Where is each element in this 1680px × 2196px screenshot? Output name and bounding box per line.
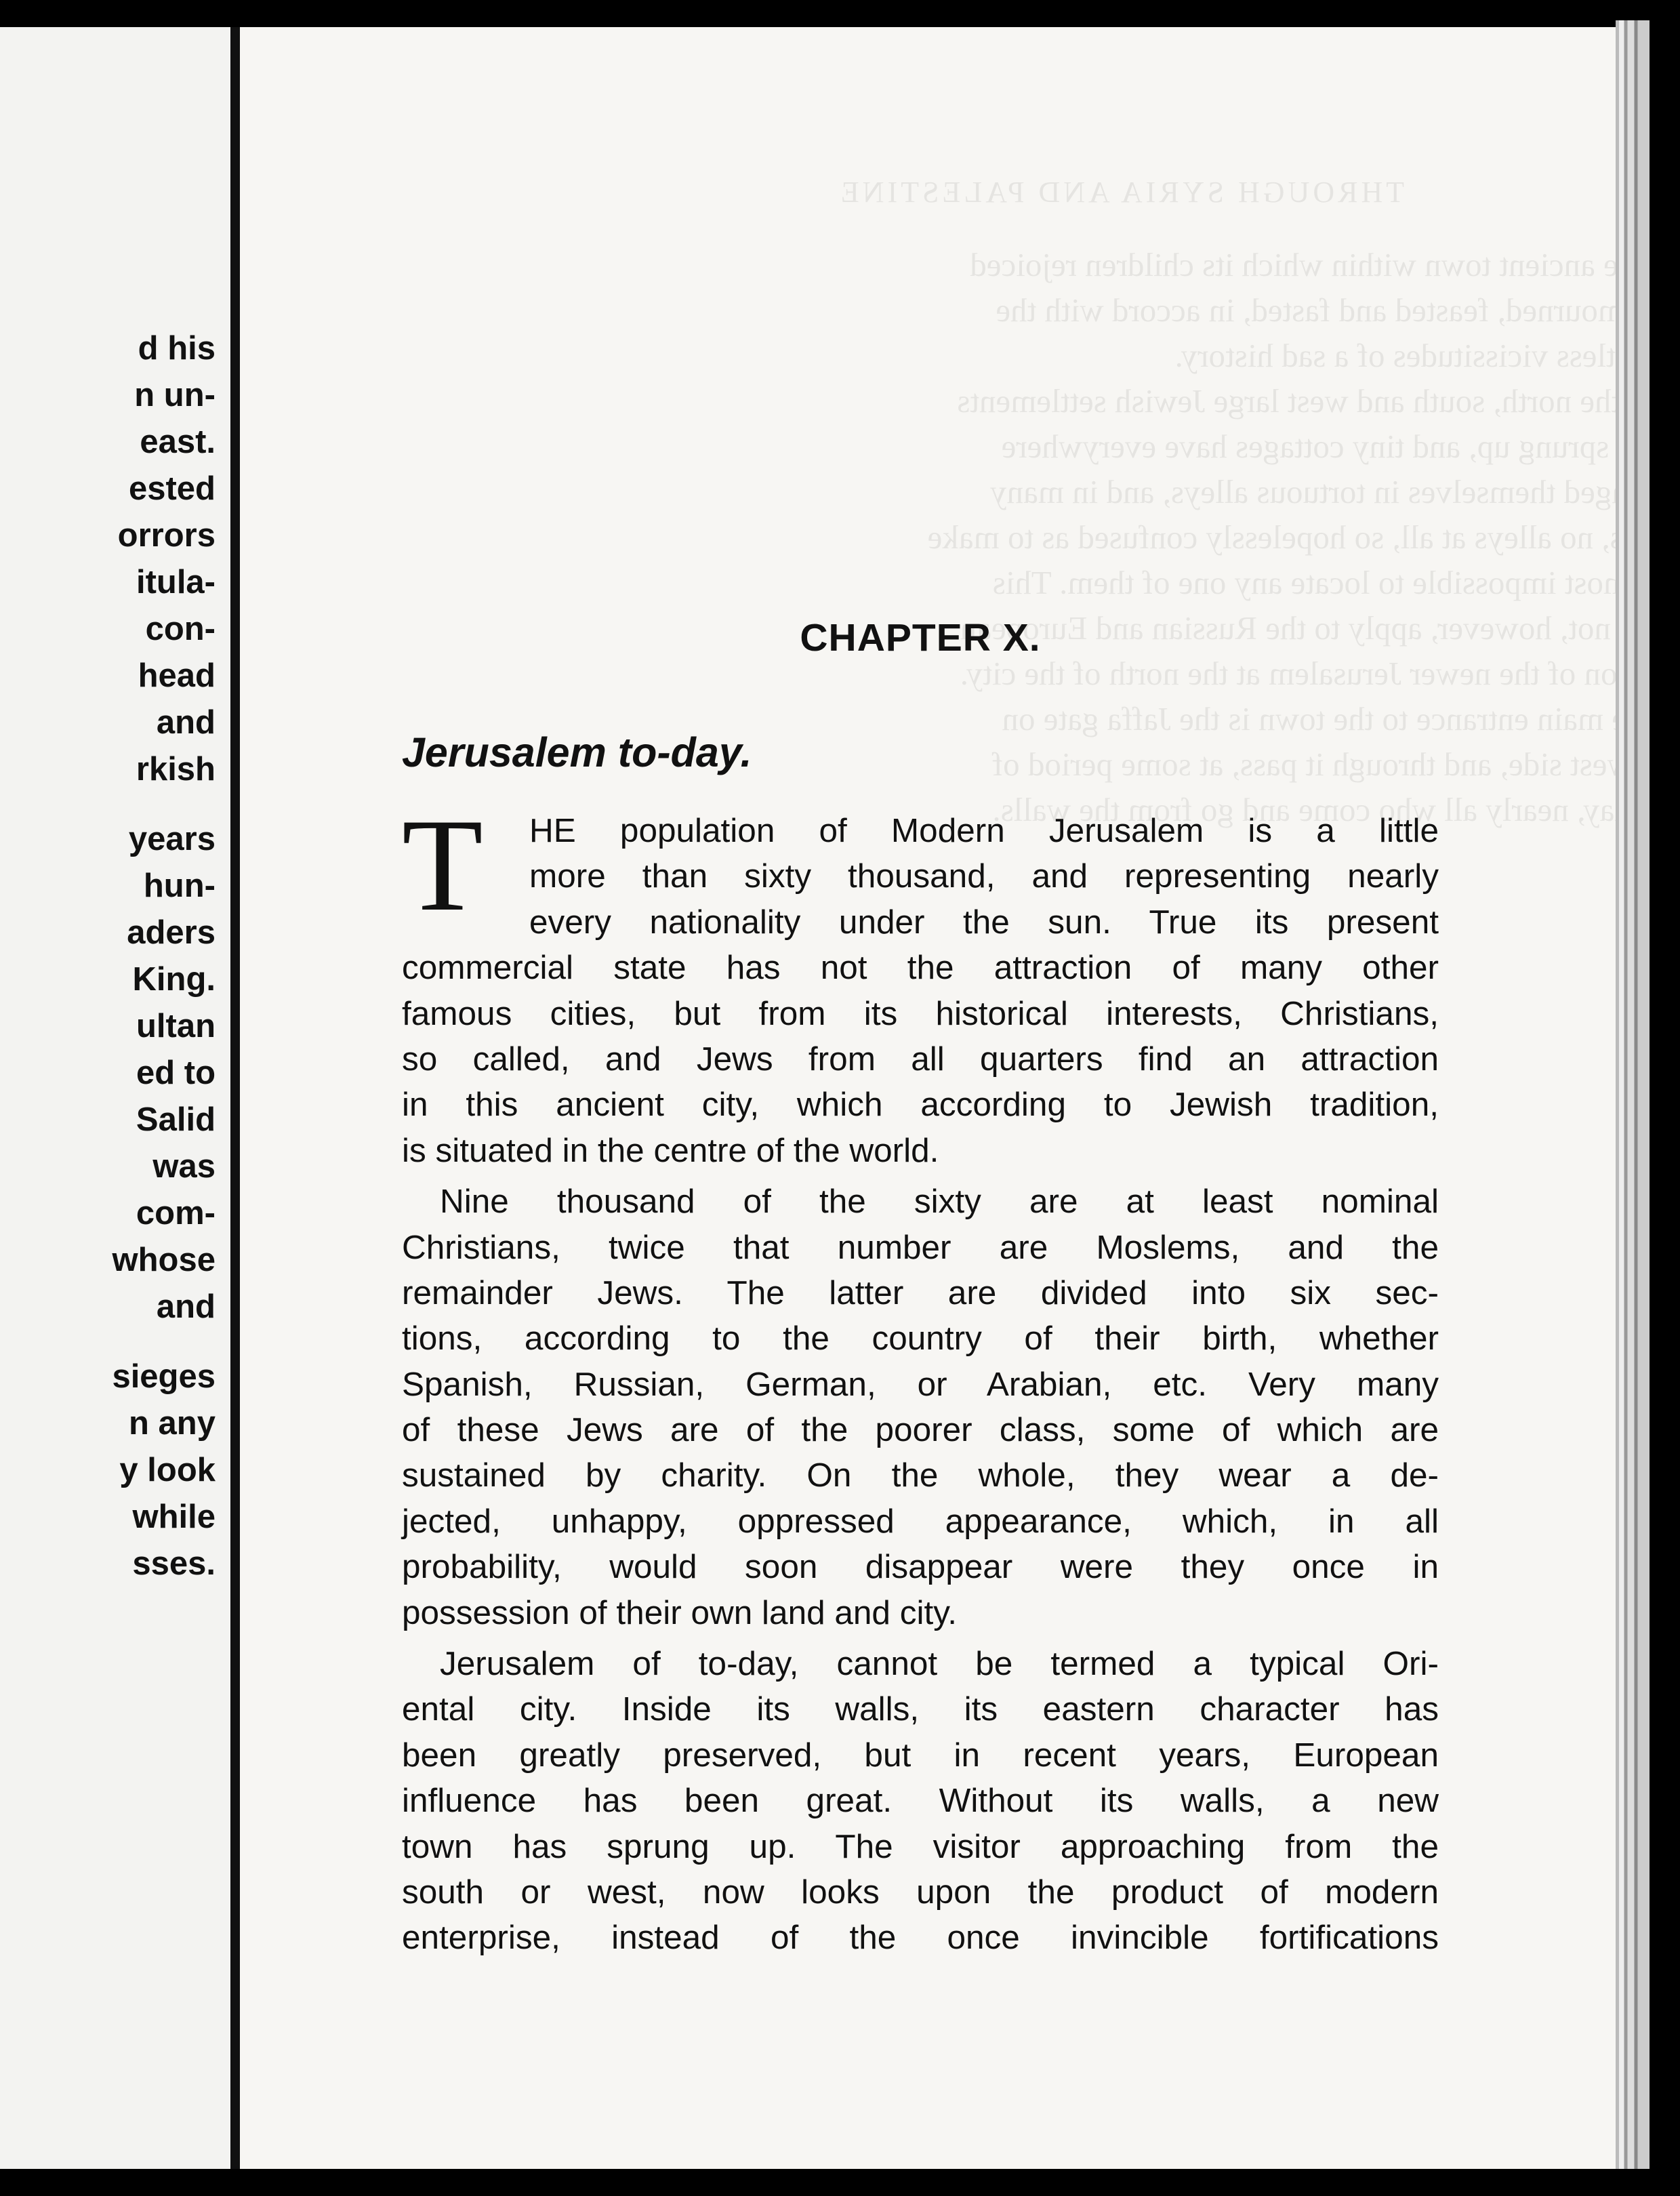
text-line: ental city. Inside its walls, its eastern character has bbox=[402, 1690, 1439, 1728]
paragraph-2 bbox=[402, 1179, 1439, 1635]
text-line: influence has been great. Without its walls, a new bbox=[402, 1782, 1439, 1820]
left-page-line: was bbox=[152, 1148, 216, 1185]
left-page bbox=[0, 27, 230, 2169]
text-line: every nationality under the sun. True its present bbox=[529, 903, 1439, 941]
text-line: Christians, twice that number are Moslems, and the bbox=[402, 1228, 1439, 1266]
text-line: more than sixty thousand, and representing nearly bbox=[529, 857, 1439, 895]
text-line: south or west, now looks upon the product of modern bbox=[402, 1873, 1439, 1911]
text-line: possession of their own land and city. bbox=[402, 1593, 958, 1631]
text-line: sustained by charity. On the whole, they wear a de- bbox=[402, 1457, 1439, 1494]
left-page-line: y look bbox=[119, 1452, 216, 1488]
book-gutter bbox=[230, 27, 240, 2169]
left-page-gap bbox=[0, 793, 216, 816]
left-page-line: head bbox=[138, 657, 216, 694]
left-page-gap bbox=[0, 1330, 216, 1354]
left-page-line: whose bbox=[112, 1242, 216, 1278]
chapter-title: CHAPTER X. bbox=[800, 616, 1041, 659]
left-page-line: rkish bbox=[136, 751, 216, 788]
text-line: Jerusalem of to-day, cannot be termed a typical Ori- bbox=[440, 1645, 1439, 1683]
show-through-text: THROUGH SYRIA AND PALESTINE of the ancient town within which its children rejoiced and mourned, feasted and fasted, in accord with the countless vicissitudes of a sad history. To the north, south and west large Jewish settlements have sprung up, and tiny cottages have everywhere arranged themselves in tortuous alleys, and in many cases, no alleys at all, so hopelessly confused as to make it almost impossible to locate any one of them. This does not, however, apply to the Russian and European portion of the newer Jerusalem at the north of the city. The main entrance to the town is the Jaffa gate on the west side, and through it pass, at some period of the day, nearly all who come and go from the walls. bbox=[837, 176, 1680, 828]
text-line: in this ancient city, which according to Jewish tradition, bbox=[402, 1086, 1439, 1124]
left-page-line: ed to bbox=[136, 1055, 216, 1091]
paragraph-3 bbox=[402, 1641, 1439, 1961]
left-page-text bbox=[0, 325, 216, 1587]
left-page-line: con- bbox=[145, 611, 216, 647]
left-page-line: n un- bbox=[134, 377, 216, 413]
page-edges bbox=[1616, 20, 1650, 2169]
text-line: so called, and Jews from all quarters find an attraction bbox=[402, 1040, 1439, 1078]
text-line: Nine thousand of the sixty are at least nominal bbox=[440, 1183, 1439, 1221]
text-line: tions, according to the country of their birth, whether bbox=[402, 1320, 1439, 1358]
drop-cap: T bbox=[402, 792, 483, 939]
left-page-line: aders bbox=[127, 914, 216, 951]
text-line: commercial state has not the attraction of many other bbox=[402, 949, 1439, 987]
page-content bbox=[402, 596, 1439, 1961]
left-page-line: sses. bbox=[132, 1545, 216, 1582]
left-page-line: and bbox=[156, 1288, 216, 1325]
text-line: been greatly preserved, but in recent years, European bbox=[402, 1736, 1439, 1774]
text-line: of these Jews are of the poorer class, some of which are bbox=[402, 1411, 1439, 1449]
left-page-line: Salid bbox=[136, 1101, 216, 1138]
text-line: famous cities, but from its historical interests, Christians, bbox=[402, 994, 1439, 1032]
left-page-line: hun- bbox=[143, 868, 216, 904]
text-line: Spanish, Russian, German, or Arabian, etc. Very many bbox=[402, 1365, 1439, 1403]
left-page-line: sieges bbox=[112, 1358, 216, 1395]
left-page-line: itula- bbox=[136, 564, 216, 601]
left-page-line: while bbox=[132, 1499, 216, 1535]
left-page-line: ested bbox=[128, 470, 216, 507]
left-page-line: d his bbox=[138, 330, 216, 367]
left-page-line: ultan bbox=[136, 1008, 216, 1044]
section-title: Jerusalem to-day. bbox=[402, 729, 752, 775]
paragraph-1 bbox=[402, 792, 1439, 1173]
text-line: jected, unhappy, oppressed appearance, which, in all bbox=[402, 1502, 1439, 1540]
left-page-line: com- bbox=[136, 1195, 216, 1232]
left-page-line: orrors bbox=[117, 517, 216, 554]
text-line: remainder Jews. The latter are divided into six sec- bbox=[402, 1274, 1439, 1312]
text-line: HE population of Modern Jerusalem is a little bbox=[529, 812, 1439, 849]
left-page-line: n any bbox=[129, 1405, 216, 1442]
text-line: enterprise, instead of the once invincible fortifications bbox=[402, 1919, 1439, 1957]
left-page-line: years bbox=[128, 821, 216, 857]
text-line: is situated in the centre of the world. bbox=[402, 1131, 939, 1169]
left-page-line: east. bbox=[140, 424, 216, 460]
left-page-line: King. bbox=[132, 961, 216, 998]
text-line: town has sprung up. The visitor approaching from the bbox=[402, 1827, 1439, 1865]
text-line: probability, would soon disappear were they once in bbox=[402, 1548, 1439, 1586]
left-page-line: and bbox=[156, 704, 216, 741]
